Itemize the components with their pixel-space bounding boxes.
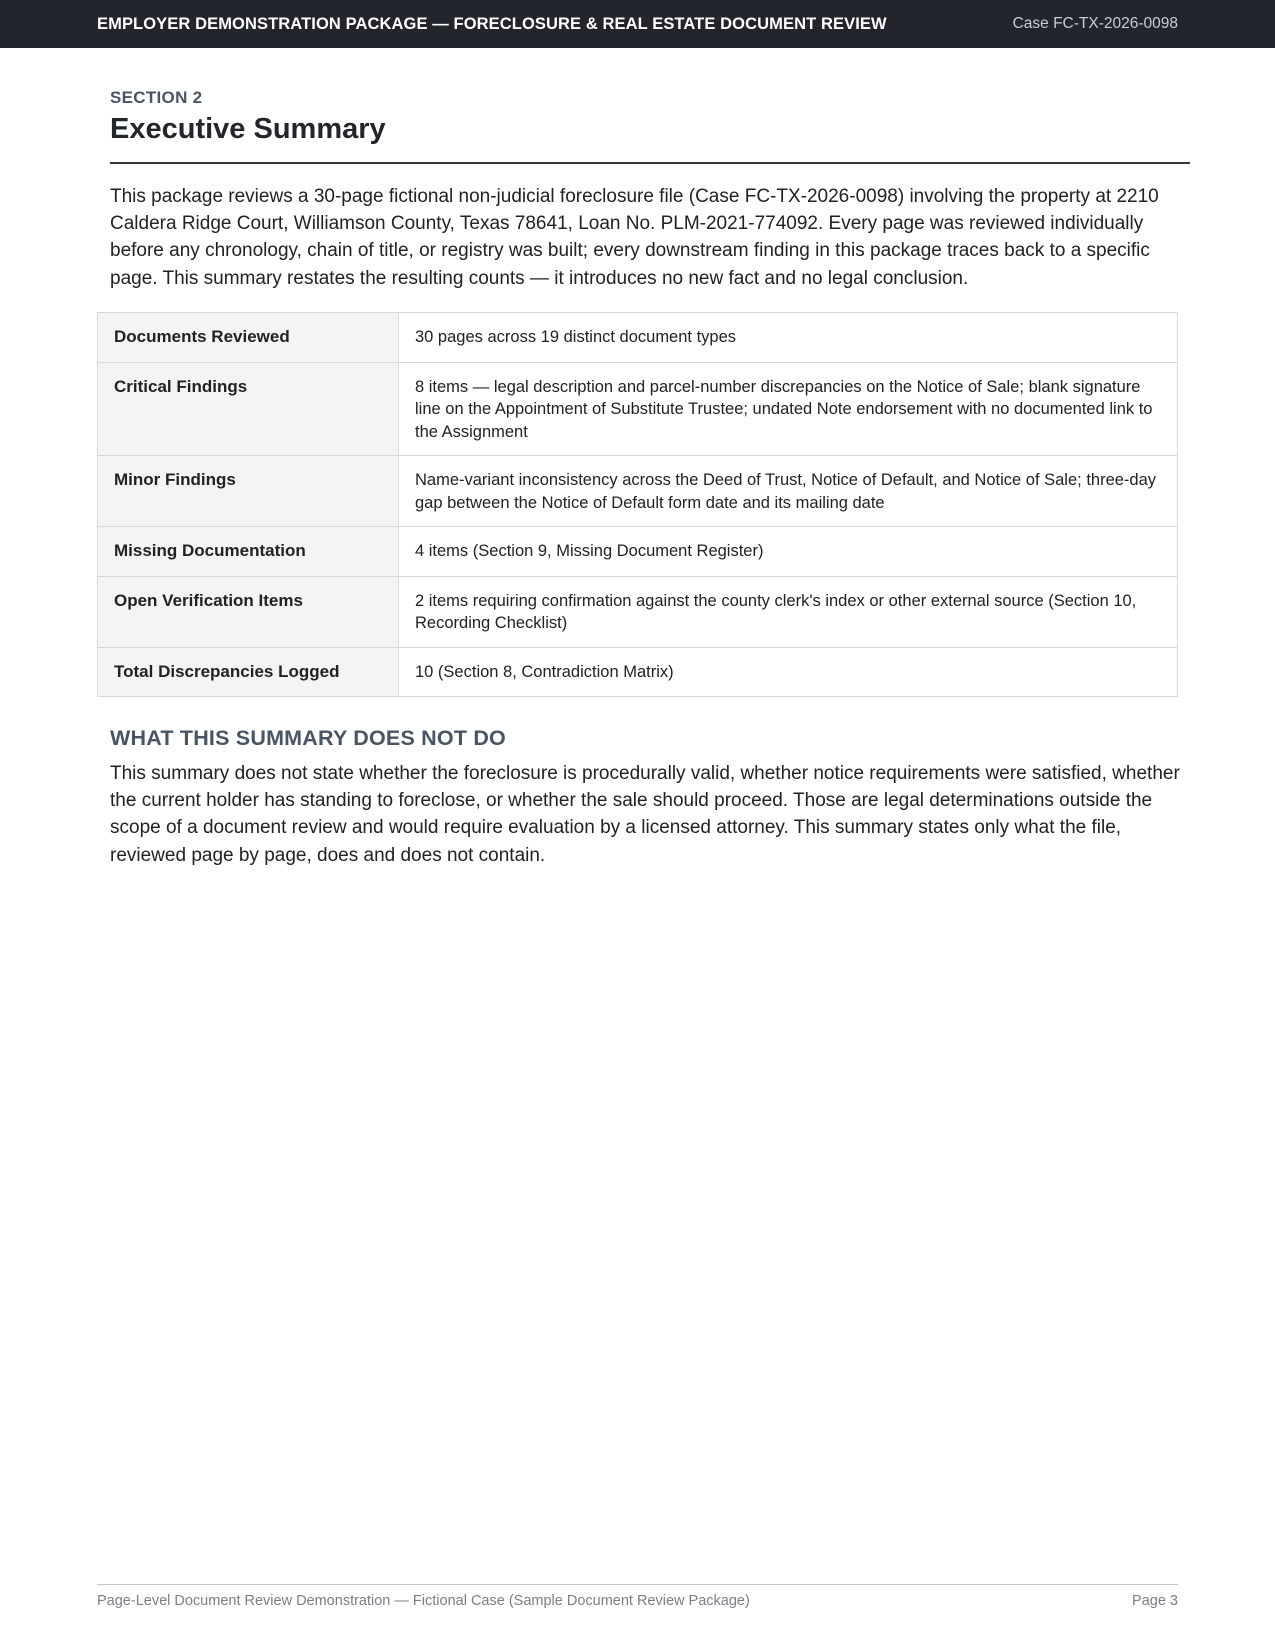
- row-label: Critical Findings: [98, 362, 399, 456]
- case-id: Case FC-TX-2026-0098: [1012, 15, 1178, 32]
- row-label: Open Verification Items: [98, 576, 399, 647]
- row-value: 2 items requiring confirmation against the county clerk's index or other external source (Section 10, Recording Checklist): [399, 576, 1178, 647]
- row-label: Documents Reviewed: [98, 313, 399, 363]
- table-row: [98, 527, 1178, 577]
- page-title: Executive Summary: [110, 113, 386, 145]
- subsection-title: WHAT THIS SUMMARY DOES NOT DO: [110, 726, 506, 750]
- table-row: [98, 576, 1178, 647]
- section-divider: [110, 162, 1190, 164]
- row-label: Minor Findings: [98, 456, 399, 527]
- footer-divider: [97, 1584, 1178, 1585]
- section-heading: [110, 88, 1190, 147]
- footer-text: Page-Level Document Review Demonstration — Fictional Case (Sample Document Review Package): [97, 1593, 750, 1609]
- row-value: 8 items — legal description and parcel-number discrepancies on the Notice of Sale; blank signature line on the Appointment of Substitute Trustee; undated Note endorsement with no documented link to the Assignment: [399, 362, 1178, 456]
- row-value: 4 items (Section 9, Missing Document Register): [399, 527, 1178, 577]
- row-label: Total Discrepancies Logged: [98, 647, 399, 697]
- header-band: [0, 0, 1275, 48]
- row-value: 10 (Section 8, Contradiction Matrix): [399, 647, 1178, 697]
- page-number: Page 3: [1132, 1593, 1178, 1609]
- row-value: 30 pages across 19 distinct document types: [399, 313, 1178, 363]
- summary-table: [97, 312, 1178, 697]
- table-row: [98, 456, 1178, 527]
- table-row: [98, 362, 1178, 456]
- header-title: EMPLOYER DEMONSTRATION PACKAGE — FORECLOSURE & REAL ESTATE DOCUMENT REVIEW: [97, 14, 887, 33]
- section-label: SECTION 2: [110, 88, 203, 107]
- intro-paragraph: This package reviews a 30-page fictional non-judicial foreclosure file (Case FC-TX-2026-0098) involving the property at 2210 Caldera Ridge Court, Williamson County, Texas 78641, Loan No. PLM-2021-774092. Every page was reviewed individually before any chronology, chain of title, or registry was built; every downstream finding in this package traces back to a specific page. This summary restates the resulting counts — it introduces no new fact and no legal conclusion.: [110, 186, 1159, 289]
- table-row: [98, 313, 1178, 363]
- row-value: Name-variant inconsistency across the Deed of Trust, Notice of Default, and Notice of Sale; three-day gap between the Notice of Default form date and its mailing date: [399, 456, 1178, 527]
- subsection-paragraph: This summary does not state whether the foreclosure is procedurally valid, whether notice requirements were satisfied, whether the current holder has standing to foreclose, or whether the sale should proceed. Those are legal determinations outside the scope of a document review and would require evaluation by a licensed attorney. This summary states only what the file, reviewed page by page, does and does not contain.: [110, 763, 1180, 866]
- table-row: [98, 647, 1178, 697]
- row-label: Missing Documentation: [98, 527, 399, 577]
